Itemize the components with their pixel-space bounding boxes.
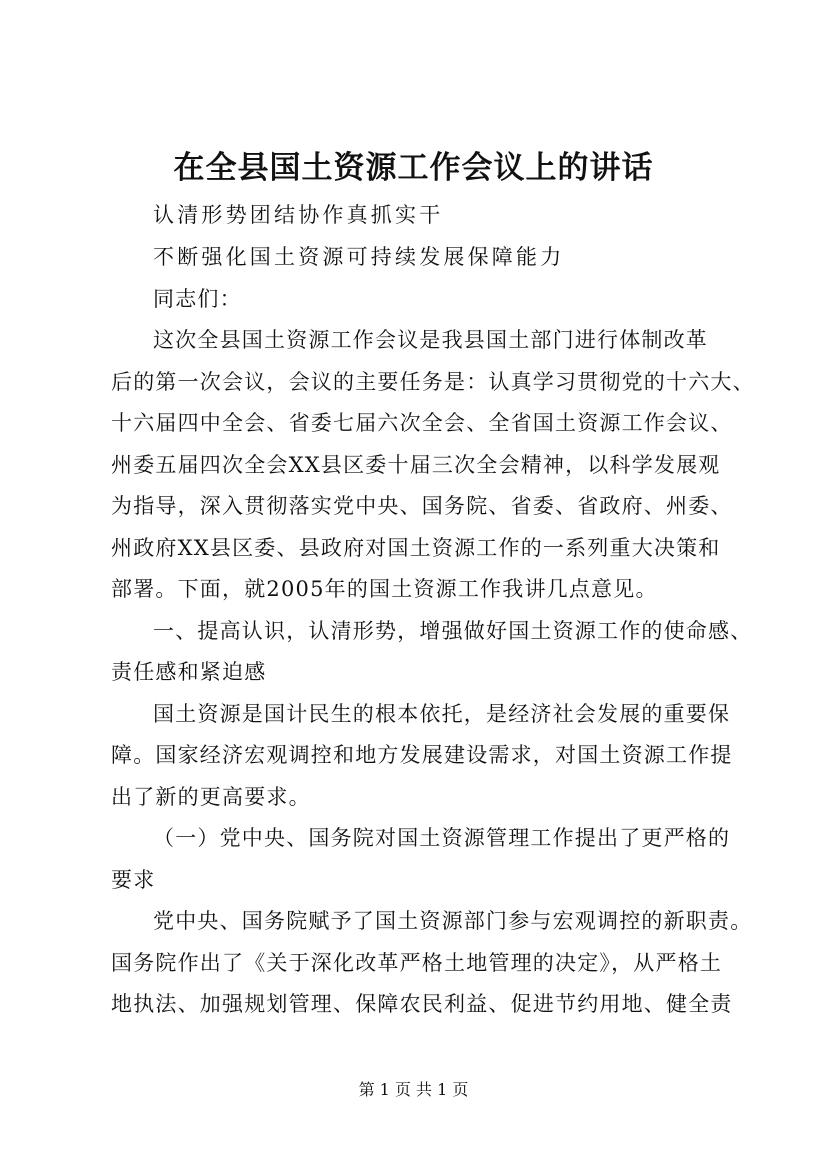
salutation: 同志们： [153, 287, 242, 311]
paragraph-line: 州政府XX县区委、县政府对国土资源工作的一系列重大决策和 [111, 536, 721, 560]
paragraph-line: 地执法、加强规划管理、保障农民利益、促进节约用地、健全责 [111, 992, 733, 1016]
paragraph-line: 国土资源是国计民生的根本依托，是经济社会发展的重要保 [153, 702, 731, 726]
paragraph-line: 后的第一次会议，会议的主要任务是：认真学习贯彻党的十六大、 [111, 370, 755, 394]
document-title: 在全县国土资源工作会议上的讲话 [173, 150, 654, 186]
paragraph-line: 出了新的更高要求。 [111, 785, 311, 809]
paragraph-line: 为指导，深入贯彻落实党中央、国务院、省委、省政府、州委、 [111, 494, 733, 518]
section-heading-line: 一、提高认识，认清形势，增强做好国土资源工作的使命感、 [153, 619, 753, 643]
paragraph-line: 十六届四中全会、省委七届六次全会、全省国土资源工作会议、 [111, 411, 733, 435]
subtitle-line-1: 认清形势团结协作真抓实干 [153, 203, 444, 227]
section-heading-line: 责任感和紧迫感 [111, 660, 267, 684]
paragraph-line: 国务院作出了《关于深化改革严格土地管理的决定》，从严格土 [111, 951, 723, 975]
paragraph-line: 党中央、国务院赋予了国土资源部门参与宏观调控的新职责。 [153, 909, 753, 933]
subsection-heading-line: （一）党中央、国务院对国土资源管理工作提出了更严格的 [153, 826, 731, 850]
subsection-heading-line: 要求 [111, 868, 156, 892]
subtitle-line-2: 不断强化国土资源可持续发展保障能力 [153, 245, 565, 269]
paragraph-line: 这次全县国土资源工作会议是我县国土部门进行体制改革 [153, 328, 708, 352]
paragraph-line: 障。国家经济宏观调控和地方发展建设需求，对国土资源工作提 [111, 743, 733, 767]
paragraph-line: 部署。下面，就2005年的国土资源工作我讲几点意见。 [111, 577, 658, 601]
paragraph-line: 州委五届四次全会XX县区委十届三次全会精神，以科学发展观 [111, 453, 721, 477]
page-number-footer: 第 1 页 共 1 页 [358, 1080, 469, 1099]
